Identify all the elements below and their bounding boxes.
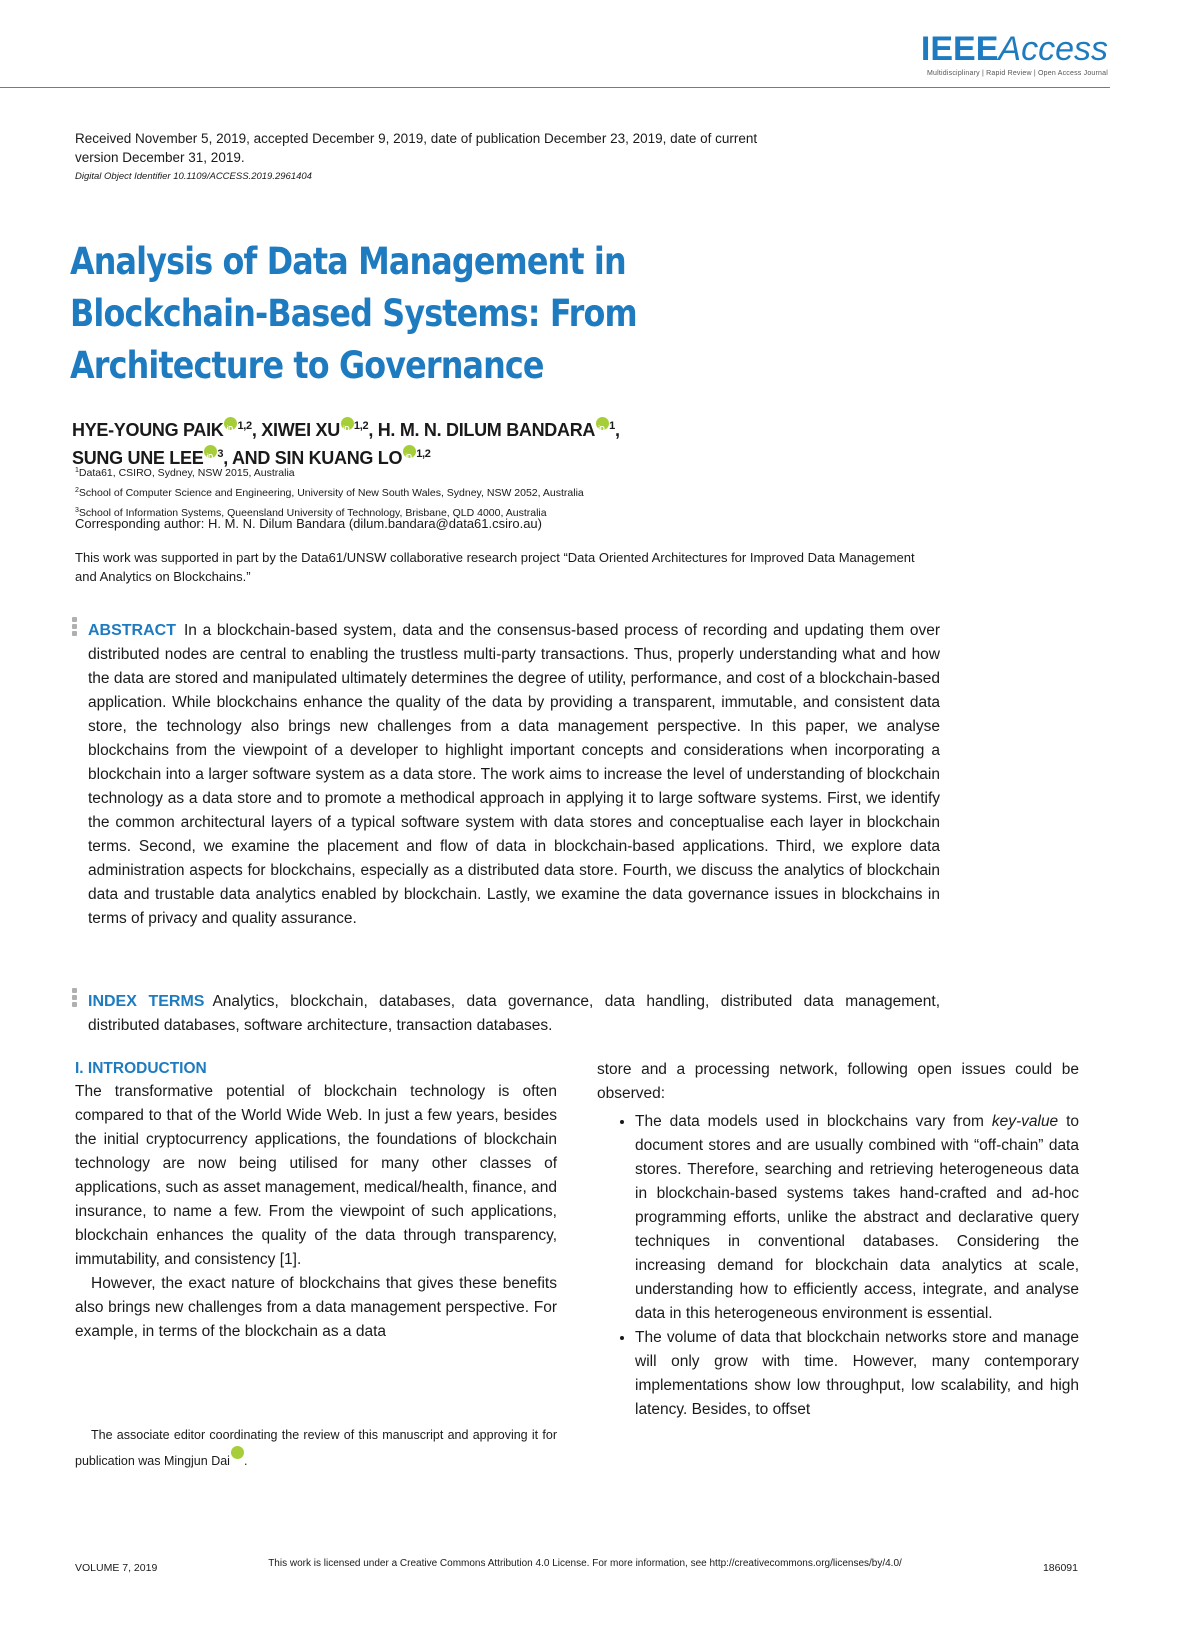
author-affil: 1,2 — [237, 420, 252, 432]
author-affil: 1,2 — [416, 448, 431, 460]
orcid-icon[interactable] — [224, 417, 237, 430]
abstract-text: In a blockchain-based system, data and the consensus-based process of recording and updating them over distributed nodes are central to enabling the trustless multi-party transactions. Thus, properly understanding what and how the data are stored and manipulated ultimately determines the degree of utility, performance, and cost of a blockchain-based application. While blockchains enhance the quality of the data by providing a transparent, immutable, and consistent data store, the technology also brings new challenges from a data management perspective. In this paper, we analyse blockchains from the viewpoint of a developer to highlight important concepts and considerations when incorporating a blockchain into a larger software system as a data store. The work aims to increase the level of understanding of blockchain technology as a data store and to promote a methodical approach in applying it to large software systems. First, we identify the common architectural layers of a typical software system with data stores and conceptualise each layer in blockchain terms. Second, we examine the placement and flow of data in blockchain-based applications. Third, we explore data administration aspects for blockchains, especially as a distributed data store. Fourth, we discuss the analytics of blockchain data and trustable data analytics enabled by blockchain. Lastly, we examine the data governance issues in blockchains in terms of privacy and quality assurance. — [88, 622, 940, 927]
section-marker-icon — [72, 617, 78, 638]
author-affil: 1 — [609, 420, 615, 432]
affiliations — [75, 462, 775, 522]
logo-access: Access — [998, 30, 1108, 68]
doi: Digital Object Identifier 10.1109/ACCESS.2019.2961404 — [75, 171, 312, 182]
orcid-icon[interactable] — [341, 417, 354, 430]
corresponding-author: Corresponding author: H. M. N. Dilum Bandara (dilum.bandara@data61.csiro.au) — [75, 516, 542, 531]
issue-list — [597, 1110, 1079, 1422]
author-sep: , — [251, 420, 262, 440]
funding-note: This work was supported in part by the Data61/UNSW collaborative research project “Data Oriented Architectures for Improved Data Management and Analytics on Blockchains.” — [75, 550, 915, 584]
received-dates: Received November 5, 2019, accepted December 9, 2019, date of publication December 23, 2019, date of current version December 31, 2019. — [75, 131, 758, 165]
logo-ieee: IEEE — [920, 30, 999, 68]
footer-page-number: 186091 — [1042, 1562, 1078, 1574]
author-affil: 3 — [217, 448, 224, 460]
affiliation: $^2$School of Computer Science and Engineering, University of New South Wales, Sydney, NSW 2052, Australia — [75, 487, 584, 499]
orcid-icon[interactable] — [596, 417, 609, 430]
left-column — [75, 1058, 557, 1344]
orcid-icon[interactable] — [231, 1446, 244, 1459]
footer-volume: VOLUME 7, 2019 — [75, 1562, 158, 1574]
orcid-icon[interactable] — [204, 445, 217, 458]
author-name: SIN KUANG LO — [274, 448, 403, 468]
author-sep: , AND — [223, 448, 275, 468]
ieee-access-logo — [921, 30, 1108, 77]
editor-footnote: The associate editor coordinating the review of this manuscript and approving it for publication was Mingjun DaiiD — [75, 1424, 557, 1472]
index-terms — [88, 990, 940, 1038]
section-heading: I. INTRODUCTION — [75, 1060, 207, 1077]
section-marker-icon — [72, 988, 78, 1009]
paragraph: However, the exact nature of blockchains that gives these benefits also brings new challenges from a data management perspective. For example, in terms of the blockchain as a data — [75, 1275, 557, 1340]
list-item: • The volume of data that blockchain networks store and manage will only grow with time. However, many contemporary implementations show low throughput, low scalability, and high latency. Besides, to offset — [635, 1326, 1079, 1422]
header-rule — [0, 87, 1110, 88]
author-name: H. M. N. DILUM BANDARA — [377, 420, 596, 440]
author-name: HYE-YOUNG PAIK — [72, 420, 224, 440]
footer-license[interactable]: This work is licensed under a Creative Commons Attribution 4.0 License. For more information, see http://creativecommons.org/licenses/by/4.0/ — [268, 1558, 902, 1569]
abstract-heading: ABSTRACT — [88, 622, 176, 639]
logo-tagline: Multidisciplinary | Rapid Review | Open Access Journal — [927, 70, 1108, 77]
abstract — [88, 619, 940, 931]
index-terms-heading: INDEX TERMS — [88, 993, 205, 1010]
right-column — [597, 1058, 1079, 1422]
author-sep: , — [368, 420, 378, 440]
author-sep: , — [614, 420, 620, 440]
index-terms-text: Analytics, blockchain, databases, data governance, data handling, distributed data management, distributed databases, software architecture, transaction databases. — [88, 993, 940, 1034]
paper-title: Analysis of Data Management in Blockchain-Based Systems: From Architecture to Governance — [70, 240, 637, 387]
affiliation: $^3$School of Information Systems, Queensland University of Technology, Brisbane, QLD 4000, Australia — [75, 507, 547, 519]
paragraph: store and a processing network, following open issues could be observed: — [597, 1061, 1079, 1102]
author-name: XIWEI XU — [261, 420, 340, 440]
author-name: SUNG UNE LEE — [72, 448, 204, 468]
author-affil: 1,2 — [353, 420, 369, 432]
paragraph: The transformative potential of blockchain technology is often compared to that of the World Wide Web. In just a few years, besides the initial cryptocurrency applications, the foundations of blockchain technology are now being utilised for many other classes of applications, such as asset management, medical/health, finance, and insurance, to name a few. From the viewpoint of such applications, blockchain enhances the quality of the data through transparency, immutability, and consistency [1]. — [75, 1083, 557, 1268]
orcid-icon[interactable] — [403, 445, 416, 458]
affiliation: $^1$Data61, CSIRO, Sydney, NSW 2015, Australia — [75, 467, 295, 479]
list-item: • The data models used in blockchains vary from key-value to document stores and are usually combined with “off-chain” data stores. Therefore, searching and retrieving heterogeneous data in blockchain-based systems takes hand-crafted and ad-hoc programming efforts, unlike the abstract and declarative query techniques in conventional databases. Considering the increasing demand for blockchain data analytics at scale, understanding how to efficiently access, integrate, and analyse data in this heterogeneous environment is essential. — [635, 1110, 1079, 1326]
